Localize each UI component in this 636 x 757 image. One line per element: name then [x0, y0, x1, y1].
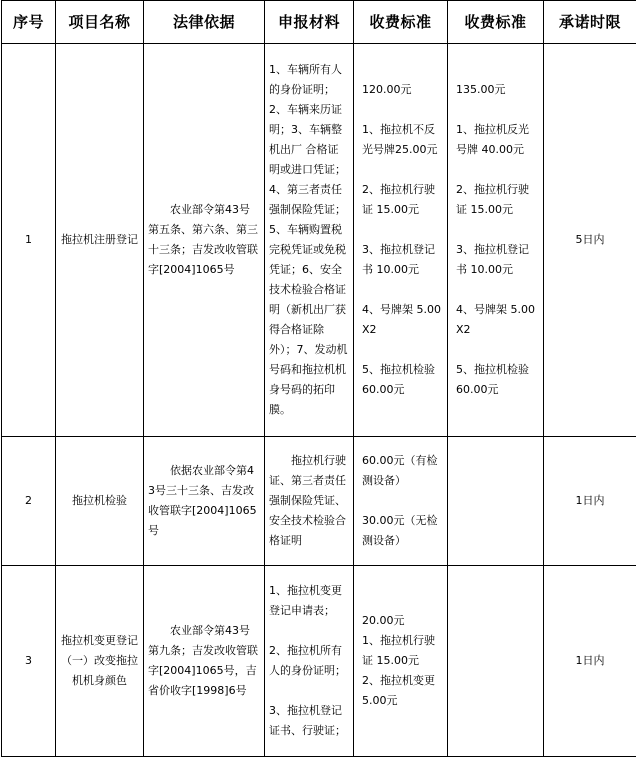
header-seq: 序号	[2, 1, 56, 44]
cell-fee-b	[448, 44, 544, 437]
cell-deadline: 1日内	[544, 437, 636, 566]
project-line: （一）改变拖拉机机身颜色	[60, 651, 139, 691]
cell-seq: 2	[2, 437, 56, 566]
cell-materials: 拖拉机行驶证、第三者责任强制保险凭证、安全技术检验合格证明	[265, 437, 354, 566]
fee-standard-table	[1, 0, 636, 757]
fee-line: 135.00元	[456, 80, 539, 100]
fee-line: 4、号牌架 5.00X2	[456, 300, 539, 340]
header-law: 法律依据	[144, 1, 265, 44]
cell-fee-a	[354, 437, 448, 566]
header-materials: 申报材料	[265, 1, 354, 44]
fee-line: 1、拖拉机反光号牌 40.00元	[456, 120, 539, 160]
cell-law: 农业部令第43号第九条；吉发改收管联字[2004]1065号，吉省价收字[1998]6号	[144, 566, 265, 757]
header-project: 项目名称	[56, 1, 144, 44]
cell-materials	[265, 566, 354, 757]
cell-fee-b	[448, 566, 544, 757]
material-line: 1、拖拉机变更登记申请表；	[269, 581, 349, 621]
cell-fee-b	[448, 437, 544, 566]
fee-line: 1、拖拉机行驶证 15.00元	[362, 631, 443, 671]
fee-line: 1、拖拉机不反光号牌25.00元	[362, 120, 443, 160]
fee-line: 5、拖拉机检验 60.00元	[362, 360, 443, 400]
fee-line: 2、拖拉机行驶证 15.00元	[456, 180, 539, 220]
fee-line: 30.00元（无检测设备）	[362, 511, 443, 551]
cell-seq: 3	[2, 566, 56, 757]
fee-line: 20.00元	[362, 611, 443, 631]
fee-line: 3、拖拉机登记书 10.00元	[362, 240, 443, 280]
fee-line: 5、拖拉机检验 60.00元	[456, 360, 539, 400]
cell-project: 拖拉机注册登记	[56, 44, 144, 437]
cell-fee-a	[354, 44, 448, 437]
fee-line: 120.00元	[362, 80, 443, 100]
cell-project	[56, 566, 144, 757]
cell-deadline: 1日内	[544, 566, 636, 757]
cell-law: 依据农业部令第43号三十三条、吉发改收管联字[2004]1065号	[144, 437, 265, 566]
cell-law: 农业部令第43号第五条、第六条、第三十三条；吉发改收管联字[2004]1065号	[144, 44, 265, 437]
table-row	[2, 44, 636, 437]
fee-line: 2、拖拉机行驶证 15.00元	[362, 180, 443, 220]
material-line: 2、拖拉机所有人的身份证明；	[269, 641, 349, 681]
cell-deadline: 5日内	[544, 44, 636, 437]
header-fee-a: 收费标准	[354, 1, 448, 44]
cell-fee-a	[354, 566, 448, 757]
header-row	[2, 1, 636, 44]
fee-line: 2、拖拉机变更 5.00元	[362, 671, 443, 711]
material-line: 3、拖拉机登记证书、行驶证；	[269, 701, 349, 741]
cell-project: 拖拉机检验	[56, 437, 144, 566]
fee-line: 60.00元（有检测设备）	[362, 451, 443, 491]
table-row	[2, 566, 636, 757]
table-row	[2, 437, 636, 566]
cell-materials: 1、车辆所有人的身份证明；2、车辆来历证明；3、车辆整机出厂 合格证明或进口凭证；4、第三者责任强制保险凭证；5、车辆购置税完税凭证或免税凭证；6、安全技术检验合格证明（新机出厂获得合格证除外）；7、发动机号码和拖拉机机身号码的拓印膜。	[265, 44, 354, 437]
header-fee-b: 收费标准	[448, 1, 544, 44]
cell-seq: 1	[2, 44, 56, 437]
fee-line: 4、号牌架 5.00X2	[362, 300, 443, 340]
fee-line: 3、拖拉机登记书 10.00元	[456, 240, 539, 280]
header-deadline: 承诺时限	[544, 1, 636, 44]
project-line: 拖拉机变更登记	[60, 631, 139, 651]
